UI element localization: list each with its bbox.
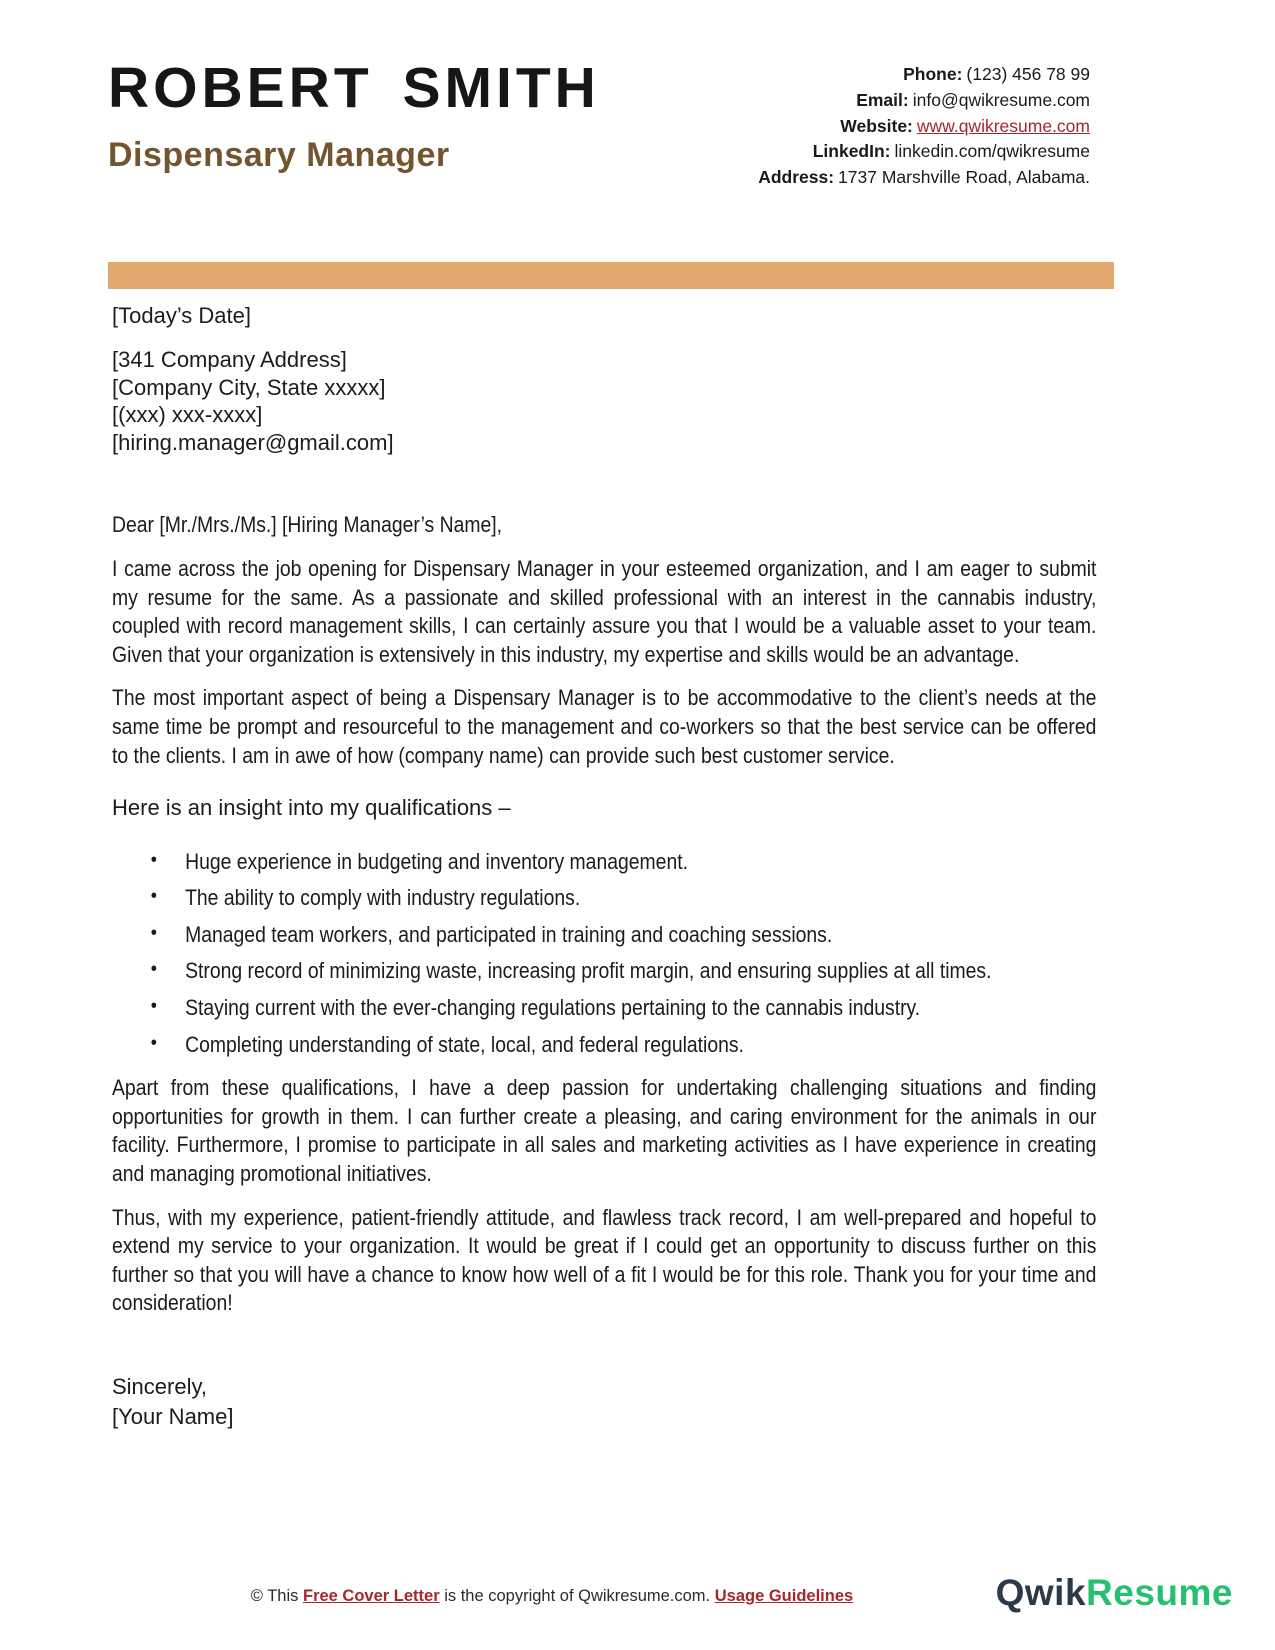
bullet-icon: • [150, 848, 157, 871]
closing-salutation: Sincerely, [112, 1374, 207, 1399]
paragraph-passion: Apart from these qualifications, I have a deep passion for undertaking challenging situations and finding opportunities for growth in them. I can further create a pleasing, and caring environment for the animals in our facility. Furthermore, I promise to participate in all sales and marketing activities as I have experience in creating and managing promotional initiatives. [112, 1075, 1097, 1187]
free-cover-letter-link[interactable]: Free Cover Letter [302, 1587, 440, 1605]
recipient-line: [(xxx) xxx-xxxx] [112, 402, 263, 428]
letter-body [112, 302, 1096, 1431]
job-title: Dispensary Manager [108, 135, 450, 174]
copyright-middle: is the copyright of Qwikresume.com. [439, 1587, 715, 1605]
phone-value: (123) 456 78 99 [966, 64, 1090, 84]
website-link[interactable]: www.qwikresume.com [916, 115, 1090, 136]
contact-address [758, 165, 1090, 191]
list-item [112, 848, 1096, 877]
contact-email [758, 88, 1090, 114]
linkedin-label: LinkedIn: [812, 141, 891, 162]
list-item-text: Strong record of minimizing waste, increasing profit margin, and ensuring supplies at all times. [185, 958, 992, 984]
contact-info [758, 62, 1090, 191]
list-item [112, 921, 1096, 950]
usage-guidelines-link[interactable]: Usage Guidelines [714, 1587, 854, 1605]
list-item [112, 1031, 1096, 1060]
bullet-icon: • [150, 995, 157, 1018]
list-item-text: Staying current with the ever-changing regulations pertaining to the cannabis industry. [185, 995, 921, 1021]
qwikresume-logo [996, 1572, 1233, 1614]
list-item [112, 994, 1096, 1023]
recipient-line: [hiring.manager@gmail.com] [112, 430, 394, 456]
address-label: Address: [758, 167, 835, 188]
candidate-name: ROBERT SMITH [108, 56, 600, 120]
signature-placeholder: [Your Name] [112, 1403, 234, 1429]
closing-block [112, 1372, 1096, 1431]
bullet-icon: • [150, 1031, 157, 1054]
letter-header [0, 0, 1275, 262]
list-item [112, 957, 1096, 986]
bullet-icon: • [150, 921, 157, 944]
date-placeholder: [Today’s Date] [112, 303, 252, 328]
footer-copyright [112, 1587, 992, 1606]
copyright-prefix: © This [250, 1587, 303, 1605]
website-label: Website: [840, 115, 913, 136]
salutation: Dear [Mr./Mrs./Ms.] [Hiring Manager’s Name], [112, 512, 503, 538]
paragraph-closing: Thus, with my experience, patient-friendly attitude, and flawless track record, I am well-prepared and hopeful to extend my service to your organization. It would be great if I could get an opportunity to discuss further on this further so that you will have a chance to know how well of a fit I would be for this role. Thank you for your time and consideration! [112, 1204, 1097, 1316]
logo-part-qwik: Qwik [995, 1572, 1087, 1613]
list-item-text: Managed team workers, and participated in training and coaching sessions. [185, 921, 833, 947]
address-value: 1737 Marshville Road, Alabama. [838, 167, 1090, 188]
list-item-text: Completing understanding of state, local, and federal regulations. [185, 1031, 744, 1057]
paragraph-intro-role: I came across the job opening for Dispensary Manager in your esteemed organization, and I am eager to submit my resume for the same. As a passionate and skilled professional with an interest in the cannabis industry, coupled with record management skills, I can certainly assure you that I would be a valuable asset to your team. Given that your organization is extensively in this industry, my expertise and skills would be an advantage. [112, 555, 1097, 667]
contact-phone [758, 62, 1090, 88]
list-item [112, 884, 1096, 913]
linkedin-value: linkedin.com/qwikresume [894, 141, 1090, 162]
list-item-text: Huge experience in budgeting and inventory management. [185, 848, 688, 874]
bullet-icon: • [150, 958, 157, 981]
email-value: info@qwikresume.com [912, 89, 1090, 110]
recipient-line: [341 Company Address] [112, 346, 347, 372]
recipient-block [112, 346, 1096, 458]
qualifications-list [112, 848, 1096, 1060]
accent-bar [108, 262, 1114, 289]
phone-label: Phone: [903, 64, 963, 84]
recipient-line: [Company City, State xxxxx] [112, 374, 386, 400]
email-label: Email: [856, 89, 909, 110]
qualifications-intro: Here is an insight into my qualifications – [112, 795, 511, 821]
list-item-text: The ability to comply with industry regulations. [185, 885, 581, 911]
bullet-icon: • [150, 885, 157, 908]
logo-part-resume: Resume [1086, 1572, 1233, 1613]
paragraph-role-importance: The most important aspect of being a Dispensary Manager is to be accommodative to the client’s needs at the same time be prompt and resourceful to the management and co-workers so that the best service can be offered to the clients. I am in awe of how (company name) can provide such best customer service. [112, 685, 1097, 768]
contact-website [758, 114, 1090, 140]
contact-linkedin [758, 139, 1090, 165]
